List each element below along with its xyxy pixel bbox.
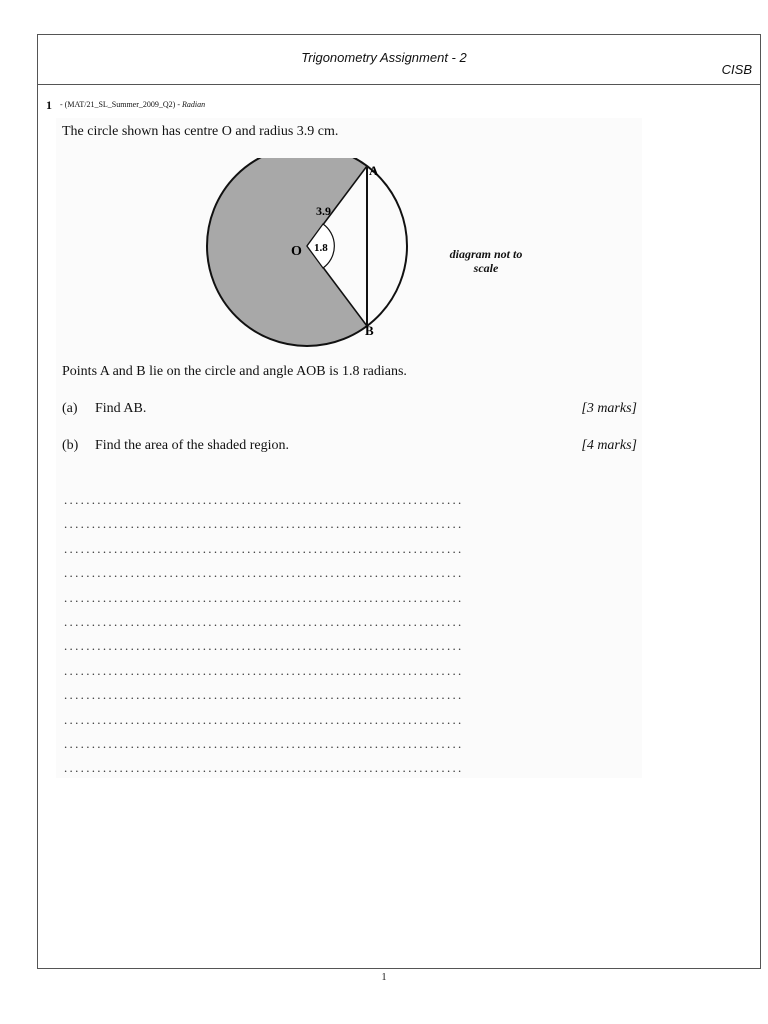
- radius-label: 3.9: [316, 204, 331, 218]
- label-A: A: [369, 163, 379, 178]
- label-B: B: [365, 323, 374, 338]
- part-a-label: (a): [62, 401, 78, 416]
- part-a-text: Find AB.: [95, 401, 147, 416]
- answer-line[interactable]: ........................................................................: [64, 662, 464, 678]
- question-topic: Radian: [182, 100, 206, 109]
- answer-line[interactable]: ........................................................................: [64, 735, 464, 751]
- answer-line[interactable]: ........................................................................: [64, 613, 464, 629]
- page-title: Trigonometry Assignment - 2: [301, 50, 467, 65]
- question-source-code: - (MAT/21_SL_Summer_2009_Q2) -: [60, 100, 180, 109]
- answer-line[interactable]: ........................................................................: [64, 589, 464, 605]
- label-O: O: [291, 244, 302, 259]
- answer-line[interactable]: ........................................................................: [64, 565, 464, 581]
- circle-diagram: [190, 158, 430, 348]
- page-number: 1: [381, 972, 387, 983]
- part-b-text: Find the area of the shaded region.: [95, 438, 289, 453]
- part-b-marks: [4 marks]: [581, 438, 637, 453]
- answer-line[interactable]: ........................................................................: [64, 540, 464, 556]
- header-divider: [37, 84, 761, 85]
- answer-area[interactable]: [64, 492, 554, 785]
- shaded-major-sector: [207, 158, 367, 346]
- part-a-marks: [3 marks]: [581, 401, 637, 416]
- answer-line[interactable]: ........................................................................: [64, 492, 464, 507]
- question-source: [60, 100, 205, 109]
- question-points-text: Points A and B lie on the circle and angle AOB is 1.8 radians.: [62, 364, 407, 379]
- part-b-label: (b): [62, 438, 79, 453]
- angle-label: 1.8: [314, 242, 328, 254]
- diagram-note: diagram not to scale: [449, 247, 523, 275]
- answer-line[interactable]: ........................................................................: [64, 516, 464, 532]
- answer-line[interactable]: ........................................................................: [64, 687, 464, 703]
- answer-line[interactable]: ........................................................................: [64, 638, 464, 654]
- school-label: CISB: [721, 62, 752, 77]
- answer-line[interactable]: ........................................................................: [64, 760, 464, 776]
- question-number: 1: [46, 98, 52, 112]
- question-intro: The circle shown has centre O and radius 3.9 cm.: [62, 124, 339, 139]
- answer-line[interactable]: ........................................................................: [64, 711, 464, 727]
